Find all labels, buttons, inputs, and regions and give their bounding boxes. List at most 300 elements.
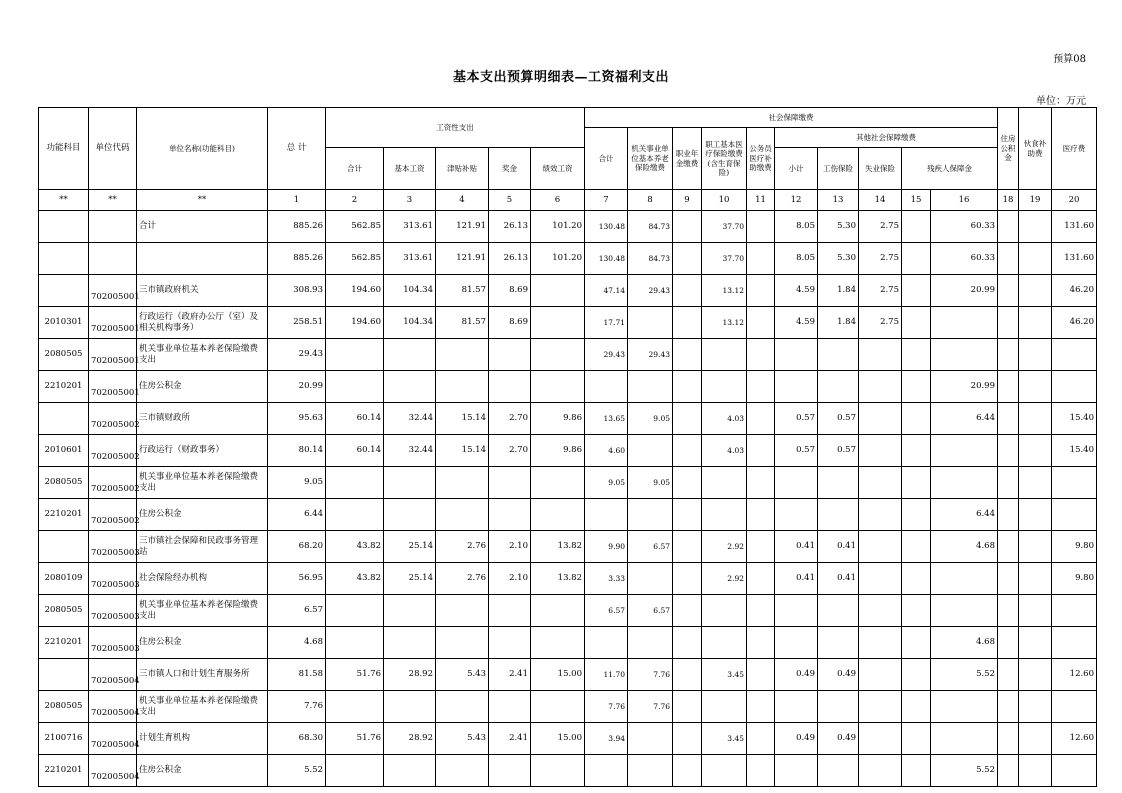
func-code-cell: 2080505 <box>39 467 89 499</box>
value-cell <box>775 595 818 627</box>
value-cell: 8.69 <box>489 307 531 339</box>
value-cell <box>702 691 747 723</box>
value-cell <box>384 499 436 531</box>
value-cell <box>531 467 585 499</box>
unit-code-cell: 702005002 <box>89 403 137 435</box>
value-cell <box>1052 691 1097 723</box>
value-cell <box>384 371 436 403</box>
value-cell: 6.44 <box>931 499 998 531</box>
value-cell: 1.84 <box>818 307 859 339</box>
value-cell: 28.92 <box>384 723 436 755</box>
value-cell <box>998 307 1019 339</box>
value-cell: 7.76 <box>268 691 326 723</box>
value-cell <box>859 467 902 499</box>
value-cell <box>1019 467 1052 499</box>
value-cell <box>673 403 702 435</box>
value-cell: 4.59 <box>775 275 818 307</box>
value-cell <box>931 595 998 627</box>
value-cell <box>1019 243 1052 275</box>
unit-code-cell: 702005001 <box>89 307 137 339</box>
unit-code-cell: 702005004 <box>89 659 137 691</box>
value-cell <box>747 403 775 435</box>
column-index-cell: ** <box>89 190 137 211</box>
unit-code-cell: 702005001 <box>89 339 137 371</box>
value-cell <box>931 435 998 467</box>
value-cell: 9.05 <box>628 403 673 435</box>
unit-name-cell: 住房公积金 <box>137 499 268 531</box>
unit-name-cell: 计划生育机构 <box>137 723 268 755</box>
budget-table <box>38 107 1097 787</box>
value-cell <box>531 691 585 723</box>
column-index-cell: 11 <box>747 190 775 211</box>
value-cell <box>998 563 1019 595</box>
value-cell <box>436 499 489 531</box>
value-cell <box>775 627 818 659</box>
value-cell <box>998 755 1019 787</box>
unit-code-cell <box>89 243 137 275</box>
value-cell: 81.57 <box>436 307 489 339</box>
value-cell <box>859 499 902 531</box>
value-cell <box>1019 339 1052 371</box>
value-cell <box>902 435 931 467</box>
func-code-cell: 2210201 <box>39 499 89 531</box>
value-cell: 562.85 <box>326 243 384 275</box>
unit-name-cell: 三市镇人口和计划生育服务所 <box>137 659 268 691</box>
value-cell: 131.60 <box>1052 243 1097 275</box>
value-cell <box>673 243 702 275</box>
func-code-cell: 2100716 <box>39 723 89 755</box>
value-cell <box>585 371 628 403</box>
value-cell <box>326 499 384 531</box>
value-cell <box>384 755 436 787</box>
value-cell <box>326 755 384 787</box>
value-cell <box>1019 371 1052 403</box>
unit-code-cell: 702005002 <box>89 499 137 531</box>
value-cell <box>931 691 998 723</box>
column-index-cell: 10 <box>702 190 747 211</box>
header-other-subtotal: 小计 <box>775 148 818 190</box>
value-cell: 9.05 <box>268 467 326 499</box>
column-index-cell: 7 <box>585 190 628 211</box>
value-cell <box>1019 435 1052 467</box>
value-cell: 0.41 <box>775 563 818 595</box>
value-cell <box>1052 371 1097 403</box>
value-cell: 131.60 <box>1052 211 1097 243</box>
value-cell <box>902 467 931 499</box>
value-cell: 6.57 <box>585 595 628 627</box>
value-cell <box>585 755 628 787</box>
header-unit-code: 单位代码 <box>89 108 137 190</box>
value-cell: 12.60 <box>1052 659 1097 691</box>
column-index-cell: 15 <box>902 190 931 211</box>
value-cell <box>489 339 531 371</box>
value-cell <box>998 275 1019 307</box>
value-cell: 13.82 <box>531 531 585 563</box>
value-cell <box>1019 595 1052 627</box>
header-salary-bonus: 奖金 <box>489 148 531 190</box>
value-cell: 6.57 <box>268 595 326 627</box>
header-salary-group: 工资性支出 <box>326 108 585 148</box>
column-index-cell: 4 <box>436 190 489 211</box>
value-cell <box>747 531 775 563</box>
value-cell: 3.33 <box>585 563 628 595</box>
value-cell <box>673 435 702 467</box>
value-cell <box>489 467 531 499</box>
value-cell: 29.43 <box>628 275 673 307</box>
unit-name-cell: 机关事业单位基本养老保险缴费支出 <box>137 467 268 499</box>
value-cell <box>436 627 489 659</box>
value-cell <box>1019 499 1052 531</box>
value-cell <box>775 755 818 787</box>
value-cell: 15.00 <box>531 659 585 691</box>
value-cell <box>628 755 673 787</box>
column-index-cell: 3 <box>384 190 436 211</box>
value-cell <box>747 723 775 755</box>
unit-name-cell: 三市镇财政所 <box>137 403 268 435</box>
value-cell: 5.43 <box>436 723 489 755</box>
value-cell <box>384 627 436 659</box>
value-cell: 2.76 <box>436 531 489 563</box>
value-cell: 28.92 <box>384 659 436 691</box>
unit-code-cell: 702005002 <box>89 435 137 467</box>
value-cell <box>931 563 998 595</box>
value-cell <box>628 499 673 531</box>
value-cell <box>859 627 902 659</box>
value-cell <box>818 595 859 627</box>
value-cell <box>775 499 818 531</box>
unit-name-cell: 住房公积金 <box>137 371 268 403</box>
value-cell <box>531 339 585 371</box>
value-cell: 32.44 <box>384 435 436 467</box>
value-cell <box>702 595 747 627</box>
value-cell <box>326 339 384 371</box>
table-row <box>39 531 1097 563</box>
value-cell: 26.13 <box>489 211 531 243</box>
value-cell <box>998 243 1019 275</box>
value-cell: 51.76 <box>326 659 384 691</box>
value-cell <box>747 499 775 531</box>
value-cell <box>384 339 436 371</box>
value-cell: 9.05 <box>628 467 673 499</box>
column-index-cell: 5 <box>489 190 531 211</box>
value-cell <box>931 467 998 499</box>
value-cell <box>902 243 931 275</box>
value-cell <box>326 595 384 627</box>
unit-name-cell: 行政运行（财政事务） <box>137 435 268 467</box>
value-cell <box>747 435 775 467</box>
unit-code-cell: 702005004 <box>89 723 137 755</box>
value-cell: 2.70 <box>489 403 531 435</box>
column-index-row <box>39 190 1097 211</box>
table-row <box>39 339 1097 371</box>
value-cell: 13.12 <box>702 275 747 307</box>
unit-code-cell: 702005001 <box>89 275 137 307</box>
value-cell: 95.63 <box>268 403 326 435</box>
value-cell: 4.68 <box>931 531 998 563</box>
value-cell: 308.93 <box>268 275 326 307</box>
value-cell <box>702 371 747 403</box>
value-cell: 60.14 <box>326 435 384 467</box>
value-cell <box>326 371 384 403</box>
value-cell <box>902 403 931 435</box>
value-cell <box>998 435 1019 467</box>
value-cell <box>531 499 585 531</box>
func-code-cell: 2080505 <box>39 595 89 627</box>
header-salary-allowance: 津贴补贴 <box>436 148 489 190</box>
value-cell: 9.90 <box>585 531 628 563</box>
func-code-cell <box>39 403 89 435</box>
value-cell: 6.44 <box>268 499 326 531</box>
value-cell <box>931 723 998 755</box>
value-cell <box>673 275 702 307</box>
value-cell: 258.51 <box>268 307 326 339</box>
value-cell <box>747 595 775 627</box>
value-cell: 313.61 <box>384 243 436 275</box>
value-cell: 885.26 <box>268 211 326 243</box>
value-cell <box>436 467 489 499</box>
value-cell: 2.75 <box>859 275 902 307</box>
value-cell: 20.99 <box>931 275 998 307</box>
value-cell <box>489 371 531 403</box>
value-cell: 104.34 <box>384 307 436 339</box>
value-cell <box>859 659 902 691</box>
column-index-cell: 8 <box>628 190 673 211</box>
value-cell: 15.40 <box>1052 403 1097 435</box>
column-index-cell: 16 <box>931 190 998 211</box>
unit-code-cell: 702005004 <box>89 755 137 787</box>
value-cell: 0.57 <box>818 403 859 435</box>
table-row <box>39 275 1097 307</box>
value-cell: 6.57 <box>628 531 673 563</box>
value-cell <box>998 339 1019 371</box>
value-cell: 8.05 <box>775 211 818 243</box>
value-cell: 101.20 <box>531 243 585 275</box>
table-row <box>39 627 1097 659</box>
value-cell <box>902 275 931 307</box>
value-cell <box>998 691 1019 723</box>
value-cell <box>747 563 775 595</box>
value-cell: 2.75 <box>859 211 902 243</box>
value-cell <box>489 755 531 787</box>
value-cell <box>859 371 902 403</box>
value-cell: 12.60 <box>1052 723 1097 755</box>
unit-code-cell: 702005001 <box>89 371 137 403</box>
table-row <box>39 691 1097 723</box>
value-cell: 9.80 <box>1052 531 1097 563</box>
value-cell: 20.99 <box>931 371 998 403</box>
table-row <box>39 435 1097 467</box>
func-code-cell <box>39 243 89 275</box>
header-func: 功能科目 <box>39 108 89 190</box>
value-cell: 0.41 <box>818 531 859 563</box>
value-cell <box>998 403 1019 435</box>
table-row <box>39 243 1097 275</box>
unit-name-cell: 三市镇政府机关 <box>137 275 268 307</box>
value-cell <box>531 307 585 339</box>
value-cell: 2.75 <box>859 307 902 339</box>
value-cell: 130.48 <box>585 243 628 275</box>
value-cell: 9.80 <box>1052 563 1097 595</box>
value-cell <box>628 723 673 755</box>
value-cell <box>902 371 931 403</box>
func-code-cell <box>39 531 89 563</box>
value-cell <box>1052 467 1097 499</box>
value-cell <box>673 339 702 371</box>
value-cell: 2.70 <box>489 435 531 467</box>
value-cell: 80.14 <box>268 435 326 467</box>
func-code-cell: 2080505 <box>39 339 89 371</box>
value-cell: 2.10 <box>489 563 531 595</box>
value-cell: 46.20 <box>1052 275 1097 307</box>
value-cell <box>818 499 859 531</box>
value-cell: 13.12 <box>702 307 747 339</box>
value-cell: 0.41 <box>818 563 859 595</box>
value-cell <box>1019 307 1052 339</box>
value-cell: 47.14 <box>585 275 628 307</box>
value-cell: 60.33 <box>931 211 998 243</box>
header-housing: 住房公积金 <box>998 108 1019 190</box>
column-index-cell: 2 <box>326 190 384 211</box>
value-cell: 29.43 <box>585 339 628 371</box>
value-cell: 0.57 <box>818 435 859 467</box>
value-cell: 9.05 <box>585 467 628 499</box>
value-cell <box>673 211 702 243</box>
value-cell: 3.94 <box>585 723 628 755</box>
value-cell <box>673 307 702 339</box>
header-meal: 伙食补助费 <box>1019 108 1052 190</box>
table-row <box>39 467 1097 499</box>
value-cell: 15.14 <box>436 435 489 467</box>
value-cell <box>931 307 998 339</box>
value-cell <box>326 691 384 723</box>
value-cell: 4.03 <box>702 435 747 467</box>
value-cell <box>747 755 775 787</box>
value-cell <box>702 339 747 371</box>
value-cell <box>1019 403 1052 435</box>
value-cell <box>902 563 931 595</box>
value-cell: 25.14 <box>384 531 436 563</box>
value-cell <box>747 467 775 499</box>
func-code-cell: 2080109 <box>39 563 89 595</box>
value-cell <box>775 371 818 403</box>
value-cell: 9.86 <box>531 435 585 467</box>
value-cell: 29.43 <box>628 339 673 371</box>
value-cell <box>628 563 673 595</box>
value-cell: 46.20 <box>1052 307 1097 339</box>
value-cell <box>1019 627 1052 659</box>
value-cell <box>1019 563 1052 595</box>
value-cell <box>998 595 1019 627</box>
value-cell <box>902 531 931 563</box>
value-cell <box>775 691 818 723</box>
value-cell <box>1052 755 1097 787</box>
value-cell <box>902 627 931 659</box>
header-medical: 医疗费 <box>1052 108 1097 190</box>
header-salary-performance: 绩效工资 <box>531 148 585 190</box>
value-cell: 26.13 <box>489 243 531 275</box>
value-cell <box>1019 531 1052 563</box>
unit-name-cell <box>137 243 268 275</box>
value-cell: 2.10 <box>489 531 531 563</box>
value-cell <box>673 691 702 723</box>
value-cell: 7.76 <box>628 691 673 723</box>
unit-name-cell: 机关事业单位基本养老保险缴费支出 <box>137 339 268 371</box>
value-cell <box>818 691 859 723</box>
value-cell <box>489 499 531 531</box>
header-total: 总 计 <box>268 108 326 190</box>
header-social-group: 社会保障缴费 <box>585 108 998 128</box>
value-cell: 37.70 <box>702 243 747 275</box>
value-cell <box>384 691 436 723</box>
value-cell <box>436 339 489 371</box>
value-cell: 194.60 <box>326 275 384 307</box>
value-cell <box>818 339 859 371</box>
value-cell <box>998 627 1019 659</box>
value-cell <box>859 563 902 595</box>
value-cell <box>747 307 775 339</box>
table-row <box>39 211 1097 243</box>
func-code-cell: 2010601 <box>39 435 89 467</box>
value-cell: 84.73 <box>628 243 673 275</box>
value-cell <box>747 243 775 275</box>
header-ss-medical: 职工基本医疗保险缴费(含生育保险) <box>702 128 747 190</box>
header-salary-total: 合计 <box>326 148 384 190</box>
value-cell <box>628 435 673 467</box>
value-cell: 6.44 <box>931 403 998 435</box>
value-cell: 81.57 <box>436 275 489 307</box>
column-index-cell: 12 <box>775 190 818 211</box>
func-code-cell <box>39 211 89 243</box>
unit-code-cell: 702005003 <box>89 531 137 563</box>
value-cell: 1.84 <box>818 275 859 307</box>
header-ss-total: 合计 <box>585 128 628 190</box>
value-cell: 13.82 <box>531 563 585 595</box>
header-other-social-group: 其他社会保障缴费 <box>775 128 998 148</box>
value-cell <box>489 691 531 723</box>
value-cell <box>436 691 489 723</box>
table-row <box>39 563 1097 595</box>
value-cell: 13.65 <box>585 403 628 435</box>
value-cell: 562.85 <box>326 211 384 243</box>
value-cell: 5.30 <box>818 243 859 275</box>
value-cell <box>436 371 489 403</box>
header-ss-pension: 机关事业单位基本养老保险缴费 <box>628 128 673 190</box>
value-cell <box>673 531 702 563</box>
value-cell: 2.75 <box>859 243 902 275</box>
unit-name-cell: 住房公积金 <box>137 755 268 787</box>
value-cell <box>998 467 1019 499</box>
value-cell: 104.34 <box>384 275 436 307</box>
value-cell: 68.20 <box>268 531 326 563</box>
value-cell: 7.76 <box>585 691 628 723</box>
unit-name-cell: 社会保险经办机构 <box>137 563 268 595</box>
value-cell <box>902 691 931 723</box>
value-cell <box>628 627 673 659</box>
value-cell <box>673 659 702 691</box>
func-code-cell <box>39 275 89 307</box>
value-cell <box>531 371 585 403</box>
value-cell: 0.41 <box>775 531 818 563</box>
column-index-cell: 1 <box>268 190 326 211</box>
value-cell: 4.59 <box>775 307 818 339</box>
value-cell <box>673 627 702 659</box>
table-row <box>39 499 1097 531</box>
value-cell: 4.68 <box>268 627 326 659</box>
value-cell <box>998 659 1019 691</box>
value-cell <box>673 755 702 787</box>
page-title: 基本支出预算明细表—工资福利支出 <box>452 70 669 85</box>
value-cell <box>998 371 1019 403</box>
